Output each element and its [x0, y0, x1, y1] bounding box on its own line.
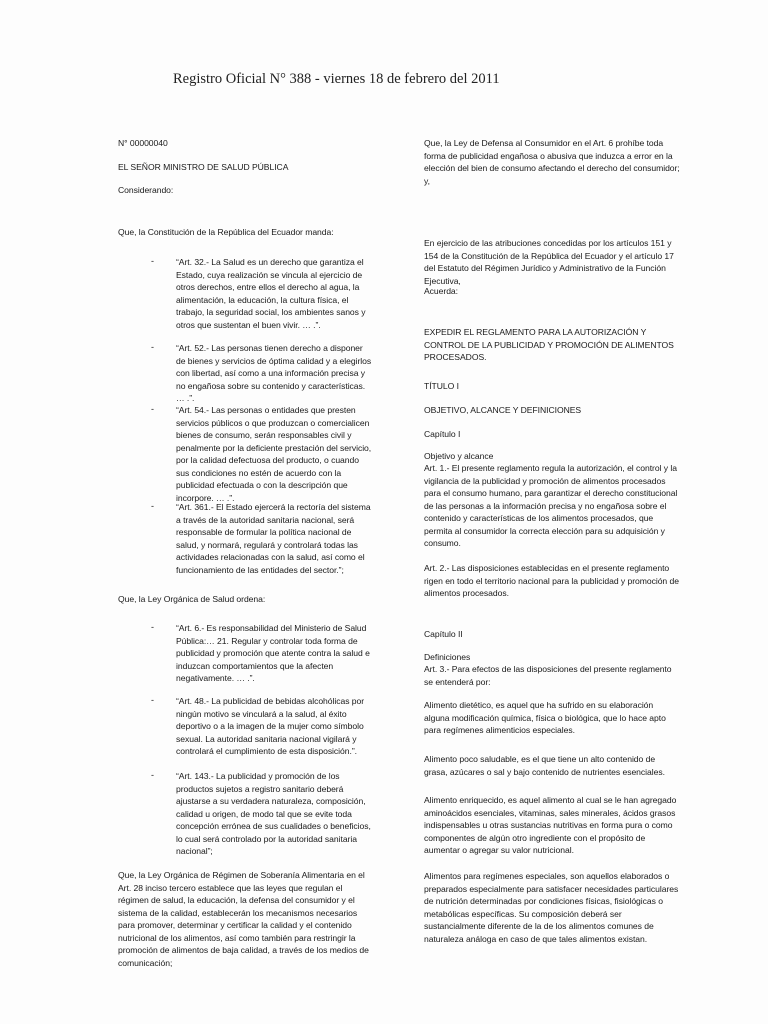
list-dash: -	[151, 501, 154, 511]
ejercicio-paragraph: En ejercicio de las atribuciones concedidas por los artículos 151 y 154 de la Constitución de la República del Ecuador y el artículo 17 del Estatuto del Régimen Jurídico y Administrativo de la Función Ejecutiva,	[424, 238, 674, 286]
minister-heading: EL SEÑOR MINISTRO DE SALUD PÚBLICA	[118, 162, 289, 172]
consumidor-paragraph: Que, la Ley de Defensa al Consumidor en el Art. 6 prohíbe toda forma de publicidad engañosa o abusiva que induzca a error en la elección del bien de consumo afectando el derecho del consumidor; y,	[424, 138, 680, 186]
list-dash: -	[151, 695, 154, 705]
list-dash: -	[151, 342, 154, 352]
art-3-paragraph: Art. 3.- Para efectos de las disposiciones del presente reglamento se entenderá por:	[424, 664, 672, 687]
resolution-number: N° 00000040	[118, 138, 168, 148]
definiciones-heading: Definiciones	[424, 652, 471, 662]
considerando-label: Considerando:	[118, 185, 174, 195]
definition-regimenes-especiales: Alimentos para regímenes especiales, son aquellos elaborados o preparados especialmente para satisfacer necesidades particulares de nutrición determinadas por condiciones físicas, fisiológicas o metabólicas específicas. Su composición deberá ser sustancialmente diferente de la de los alimentos comunes de naturaleza análoga en caso de que tales alimentos existan.	[424, 871, 679, 944]
objeto-heading: Objetivo y alcance	[424, 451, 494, 461]
quote-art-54: “Art. 54.- Las personas o entidades que presten servicios públicos o que produzcan o comercialicen bienes de consumo, serán responsables civil y penalmente por la deficiente prestación del servicio, por la calidad defectuosa del producto, o cuando sus condiciones no estén de acuerdo con la publicidad efectuada o con la descripción que incorpore. … .”.	[176, 405, 372, 503]
art-2-paragraph: Art. 2.- Las disposiciones establecidas en el presente reglamento rigen en todo el territorio nacional para la publicidad y promoción de alimentos procesados.	[424, 563, 679, 598]
capitulo-1-heading: Capítulo I	[424, 429, 461, 439]
quote-art-32: “Art. 32.- La Salud es un derecho que garantiza el Estado, cuya realización se vincula al ejercicio de otros derechos, entre ellos el derecho al agua, la alimentación, la educación, la cultura física, el trabajo, la seguridad social, los ambientes sanos y otros que sustentan el buen vivir. … .”.	[176, 257, 366, 330]
acuerda-label: Acuerda:	[424, 286, 458, 296]
quote-art-52: “Art. 52.- Las personas tienen derecho a disponer de bienes y servicios de óptima calidad y a elegirlos con libertad, así como a una información precisa y no engañosa sobre su contenido y características. … .”.	[176, 343, 372, 403]
art-1-paragraph: Art. 1.- El presente reglamento regula la autorización, el control y la vigilancia de la publicidad y promoción de alimentos procesados para el consumo humano, para garantizar el derecho constitucional de las personas a la información precisa y no engañosa sobre el contenido y características de los alimentos procesados, que permita al consumidor la correcta elección para su adquisición y consumo.	[424, 463, 678, 548]
quote-art-361: “Art. 361.- El Estado ejercerá la rectoría del sistema a través de la autoridad sanitaria nacional, será responsable de formular la política nacional de salud, y normará, regulará y controlará todas las actividades relacionadas con la salud, así como el funcionamiento de las entidades del sector.”;	[176, 502, 371, 575]
quote-art-6: “Art. 6.- Es responsabilidad del Ministerio de Salud Pública:… 21. Regular y controlar toda forma de publicidad y promoción que atente contra la salud e induzcan comportamientos que la afecten negativamente. … .”.	[176, 623, 370, 683]
expedir-heading: EXPEDIR EL REGLAMENTO PARA LA AUTORIZACIÓN Y CONTROL DE LA PUBLICIDAD Y PROMOCIÓN DE ALIMENTOS PROCESADOS.	[424, 327, 674, 362]
quote-art-48: “Art. 48.- La publicidad de bebidas alcohólicas por ningún motivo se vinculará a la salud, al éxito deportivo o a la imagen de la mujer como símbolo sexual. La autoridad sanitaria nacional vigilará y controlará el cumplimiento de esta disposición.”.	[176, 696, 365, 756]
definition-poco-saludable: Alimento poco saludable, es el que tiene un alto contenido de grasa, azúcares o sal y bajo contenido de nutrientes esenciales.	[424, 754, 665, 777]
definition-dietetico: Alimento dietético, es aquel que ha sufrido en su elaboración alguna modificación química, física o biológica, que lo hace apto para regímenes alimenticios especiales.	[424, 700, 666, 735]
list-dash: -	[151, 404, 154, 414]
list-dash: -	[151, 256, 154, 266]
capitulo-2-heading: Capítulo II	[424, 629, 463, 639]
list-dash: -	[151, 770, 154, 780]
titulo-heading: TÍTULO I	[424, 381, 459, 391]
titulo-name: OBJETIVO, ALCANCE Y DEFINICIONES	[424, 405, 582, 415]
constitution-intro: Que, la Constitución de la República del Ecuador manda:	[118, 227, 334, 237]
definition-enriquecido: Alimento enriquecido, es aquel alimento al cual se le han agregado aminoácidos esenciales, vitaminas, sales minerales, ácidos grasos indispensables u otras sustancias nutritivas en forma pura o como componentes de algún otro ingrediente con el propósito de aumentar o agregar su valor nutricional.	[424, 795, 677, 855]
list-dash: -	[151, 622, 154, 632]
page-header: Registro Oficial N° 388 - viernes 18 de febrero del 2011	[173, 71, 500, 87]
quote-art-143: “Art. 143.- La publicidad y promoción de los productos sujetos a registro sanitario deberá ajustarse a su verdadera naturaleza, composición, calidad u origen, de modo tal que se evite toda concepción errónea de sus cualidades o beneficios, lo cual será controlado por la autoridad sanitaria nacional”;	[176, 771, 371, 856]
ley-salud-intro: Que, la Ley Orgánica de Salud ordena:	[118, 594, 266, 604]
soberania-paragraph: Que, la Ley Orgánica de Régimen de Soberanía Alimentaria en el Art. 28 inciso tercero establece que las leyes que regulan el régimen de salud, la educación, la defensa del consumidor y el sistema de la calidad, establecerán los mecanismos necesarios para promover, determinar y certificar la calidad y el contenido nutricional de los alimentos, así como también para restringir la promoción de alimentos de baja calidad, a través de los medios de comunicación;	[118, 870, 369, 968]
